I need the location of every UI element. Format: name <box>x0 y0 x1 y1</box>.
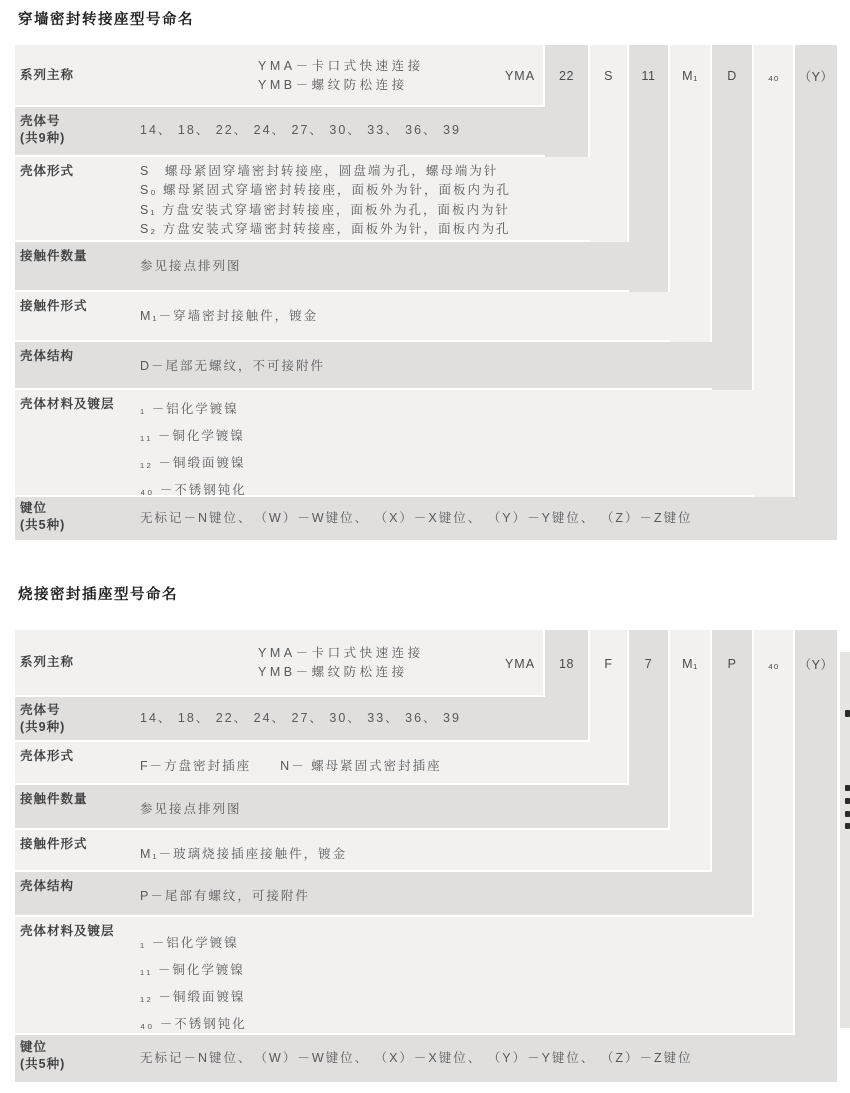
contact-form-option: M₁－穿墙密封接触件，镀金 <box>140 309 319 323</box>
code-cell-material: ₄₀ <box>767 69 780 83</box>
code-cell-material: ₄₀ <box>767 656 780 671</box>
shell-form-option-s1: S₁ 方盘安装式穿墙密封转接座，面板外为孔，面板内为针 <box>140 202 511 217</box>
code-cell-contact-form: M₁ <box>682 69 698 83</box>
code-cell-shell-structure: D <box>727 69 737 83</box>
row-band-shell-structure <box>15 342 752 388</box>
row-label-key-line2: (共5种) <box>20 1056 66 1071</box>
row-band-shell-structure <box>15 872 752 915</box>
row-label-contact-form: 接触件形式 <box>20 837 88 851</box>
code-cell-key: （Y） <box>798 70 834 84</box>
key-options: 无标记－N键位、 （W）－W键位、 （X）－X键位、 （Y）－Y键位、 （Z）－Z键位 <box>140 510 693 525</box>
code-cell-series: YMA <box>504 656 536 671</box>
shell-form-options: F－方盘密封插座 N－ 螺母紧固式密封插座 <box>140 759 442 773</box>
shell-no-values: 14、 18、 22、 24、 27、 30、 33、 36、 39 <box>140 123 461 138</box>
shell-form-option-s0: S₀ 螺母紧固式穿墙密封转接座，面板外为针，面板内为孔 <box>140 183 511 198</box>
material-option-12: ₁₂ －铜缎面镀镍 <box>140 456 246 470</box>
code-column-shell-structure <box>712 630 752 915</box>
code-cell-shell-no: 22 <box>559 69 574 83</box>
shell-structure-option: D－尾部无螺纹，不可接附件 <box>140 359 326 373</box>
series-option-yma: YMA－卡口式快速连接 <box>258 646 424 660</box>
row-label-contact-qty: 接触件数量 <box>20 249 88 263</box>
code-cell-contact-qty: 11 <box>641 69 656 83</box>
row-band-material <box>15 390 793 495</box>
code-cell-contact-form: M₁ <box>682 656 698 671</box>
row-label-material: 壳体材料及镀层 <box>20 924 115 938</box>
row-label-series: 系列主称 <box>20 655 75 670</box>
shell-form-option-s2: S₂ 方盘安装式穿墙密封转接座，面板外为针，面板内为孔 <box>140 221 511 236</box>
row-label-key-line1: 键位 <box>20 501 48 515</box>
row-label-material: 壳体材料及镀层 <box>20 397 115 411</box>
code-cell-shell-form: S <box>604 69 613 83</box>
shell-form-options <box>140 162 511 239</box>
row-label-contact-form: 接触件形式 <box>20 299 88 313</box>
code-column-shell-no <box>545 45 588 157</box>
contact-qty-note: 参见接点排列图 <box>140 802 242 816</box>
edge-tab-mark <box>845 798 850 804</box>
material-option-1: ₁ －铝化学镀镍 <box>140 936 239 950</box>
row-label-shell-no-line2: (共9种) <box>20 130 66 145</box>
code-column-material <box>754 630 793 1033</box>
code-column-shell-no <box>545 630 588 740</box>
section-title-solder-socket: 烧接密封插座型号命名 <box>18 587 178 603</box>
code-cell-series: YMA <box>504 69 536 83</box>
row-label-shell-structure: 壳体结构 <box>20 879 75 893</box>
shell-no-values: 14、 18、 22、 24、 27、 30、 33、 36、 39 <box>140 710 461 725</box>
material-option-40: ₄₀ －不锈钢钝化 <box>140 483 247 497</box>
contact-form-option: M₁－玻璃烧接插座接触件，镀金 <box>140 847 348 861</box>
material-option-11: ₁₁ －铜化学镀镍 <box>140 963 245 977</box>
feedthrough-adapter-naming-table <box>15 45 837 540</box>
edge-tab-mark <box>845 823 850 829</box>
code-column-contact-qty <box>629 45 668 292</box>
row-label-shell-no-line1: 壳体号 <box>20 114 61 128</box>
code-cell-shell-no: 18 <box>559 656 574 671</box>
material-option-40: ₄₀ －不锈钢钝化 <box>140 1017 247 1031</box>
row-band-contact-qty <box>15 785 668 828</box>
row-band-contact-form <box>15 830 710 870</box>
page-edge-tab <box>840 652 850 1028</box>
code-column-shell-structure <box>712 45 752 390</box>
code-column-contact-qty <box>629 630 668 828</box>
row-label-key-line1: 键位 <box>20 1040 48 1054</box>
row-label-series: 系列主称 <box>20 67 75 82</box>
code-cell-contact-qty: 7 <box>644 656 653 671</box>
section-title-feedthrough-adapter: 穿墙密封转接座型号命名 <box>18 12 194 28</box>
code-column-shell-form <box>590 630 627 783</box>
row-label-key-line2: (共5种) <box>20 517 66 532</box>
series-option-yma: YMA－卡口式快速连接 <box>258 59 424 73</box>
code-column-key <box>795 45 837 540</box>
material-option-1: ₁ －铝化学镀镍 <box>140 402 239 416</box>
row-band-contact-form <box>15 292 710 340</box>
row-label-shell-no-line1: 壳体号 <box>20 703 61 717</box>
row-label-shell-form: 壳体形式 <box>20 164 75 178</box>
row-label-contact-qty: 接触件数量 <box>20 792 88 806</box>
material-option-12: ₁₂ －铜缎面镀镍 <box>140 990 246 1004</box>
shell-form-option-s: S 螺母紧固穿墙密封转接座，圆盘端为孔，螺母端为针 <box>140 164 499 178</box>
row-label-shell-no <box>20 113 65 146</box>
row-label-key <box>20 1039 65 1072</box>
edge-tab-mark <box>845 811 850 817</box>
code-cell-shell-form: F <box>604 656 613 671</box>
code-cell-shell-structure: P <box>727 656 737 671</box>
row-label-shell-form: 壳体形式 <box>20 749 75 763</box>
code-column-contact-form <box>670 45 710 342</box>
row-label-shell-no <box>20 702 65 735</box>
edge-tab-mark <box>845 785 850 791</box>
code-column-shell-form <box>590 45 627 242</box>
series-options <box>258 57 424 95</box>
material-option-11: ₁₁ －铜化学镀镍 <box>140 429 245 443</box>
series-option-ymb: YMB－螺纹防松连接 <box>258 665 408 679</box>
row-label-shell-no-line2: (共9种) <box>20 719 66 734</box>
row-band-contact-qty <box>15 242 668 290</box>
code-column-contact-form <box>670 630 710 870</box>
row-label-shell-structure: 壳体结构 <box>20 349 75 363</box>
key-options: 无标记－N键位、 （W）－W键位、 （X）－X键位、 （Y）－Y键位、 （Z）－Z键位 <box>140 1050 693 1065</box>
solder-socket-naming-table <box>15 630 837 1082</box>
code-column-key <box>795 630 837 1082</box>
code-column-material <box>754 45 793 497</box>
contact-qty-note: 参见接点排列图 <box>140 259 242 273</box>
row-band-material <box>15 917 793 1033</box>
shell-structure-option: P－尾部有螺纹，可接附件 <box>140 889 310 903</box>
series-options <box>258 644 424 682</box>
row-label-key <box>20 500 65 533</box>
series-option-ymb: YMB－螺纹防松连接 <box>258 78 408 92</box>
edge-tab-mark <box>845 710 850 717</box>
code-cell-key: （Y） <box>798 657 834 672</box>
